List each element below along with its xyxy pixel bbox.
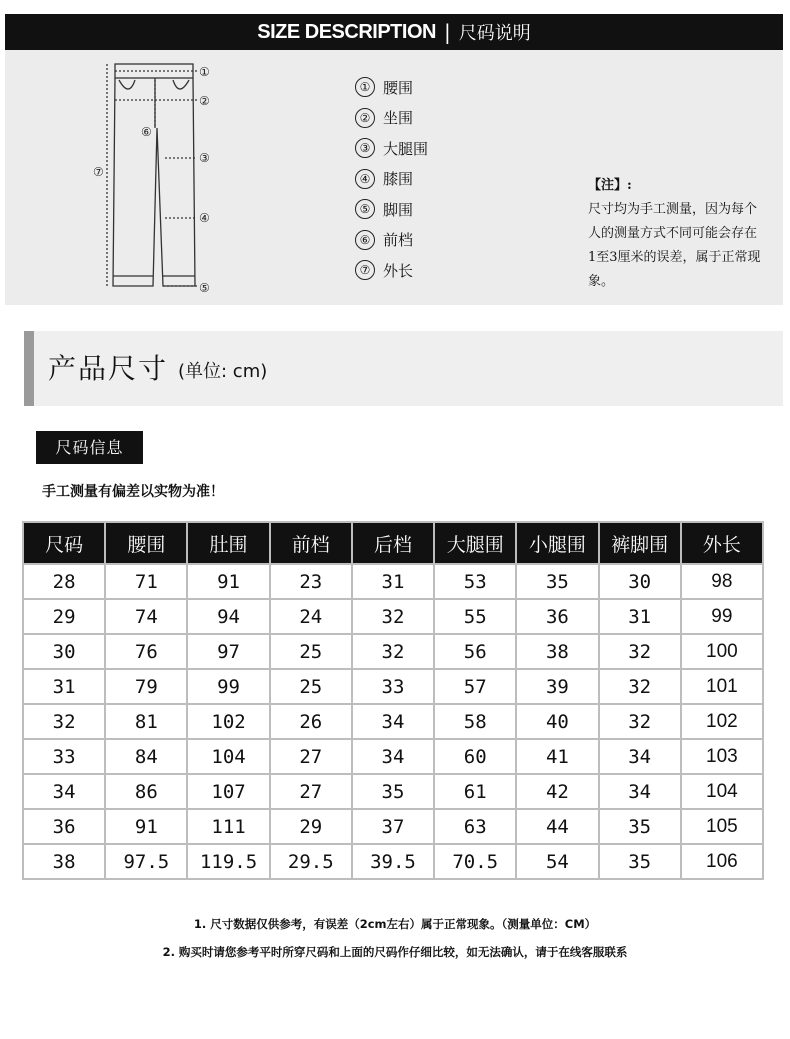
table-cell: 40 bbox=[516, 704, 598, 739]
table-cell: 99 bbox=[681, 599, 763, 634]
table-cell: 28 bbox=[23, 564, 105, 599]
table-cell: 107 bbox=[187, 774, 269, 809]
table-cell: 32 bbox=[599, 669, 681, 704]
table-cell: 32 bbox=[599, 634, 681, 669]
table-row bbox=[23, 704, 763, 739]
legend-item bbox=[355, 72, 428, 103]
table-cell: 70.5 bbox=[434, 844, 516, 879]
measurement-legend bbox=[355, 72, 428, 286]
table-cell: 56 bbox=[434, 634, 516, 669]
table-cell: 27 bbox=[270, 774, 352, 809]
table-row bbox=[23, 739, 763, 774]
table-row bbox=[23, 599, 763, 634]
table-cell: 79 bbox=[105, 669, 187, 704]
footer-note-1: 1. 尺寸数据仅供参考，有误差（2cm左右）属于正常现象。（测量单位：CM） bbox=[193, 917, 597, 931]
table-row bbox=[23, 774, 763, 809]
table-row bbox=[23, 809, 763, 844]
table-cell: 99 bbox=[187, 669, 269, 704]
table-cell: 86 bbox=[105, 774, 187, 809]
table-cell: 32 bbox=[23, 704, 105, 739]
measurement-warning: 手工测量有偏差以实物为准！ bbox=[42, 484, 224, 500]
measurement-note bbox=[588, 174, 788, 294]
legend-number: ④ bbox=[355, 169, 375, 189]
table-cell: 97 bbox=[187, 634, 269, 669]
table-cell: 103 bbox=[681, 739, 763, 774]
table-cell: 33 bbox=[23, 739, 105, 774]
table-cell: 39.5 bbox=[352, 844, 434, 879]
table-cell: 111 bbox=[187, 809, 269, 844]
table-cell: 74 bbox=[105, 599, 187, 634]
table-cell: 25 bbox=[270, 634, 352, 669]
table-cell: 36 bbox=[516, 599, 598, 634]
table-cell: 71 bbox=[105, 564, 187, 599]
table-cell: 101 bbox=[681, 669, 763, 704]
table-cell: 104 bbox=[187, 739, 269, 774]
header-cell: 肚围 bbox=[187, 522, 269, 564]
legend-number: ③ bbox=[355, 138, 375, 158]
legend-item bbox=[355, 255, 428, 286]
table-cell: 63 bbox=[434, 809, 516, 844]
diagram-label-3: ③ bbox=[199, 151, 210, 165]
legend-label: 脚围 bbox=[383, 200, 414, 219]
table-cell: 32 bbox=[599, 704, 681, 739]
table-cell: 34 bbox=[352, 739, 434, 774]
legend-label: 大腿围 bbox=[383, 139, 429, 158]
header-separator: | bbox=[443, 20, 451, 44]
table-cell: 35 bbox=[352, 774, 434, 809]
legend-label: 外长 bbox=[383, 261, 414, 280]
table-cell: 32 bbox=[352, 634, 434, 669]
legend-number: ① bbox=[355, 77, 375, 97]
legend-item bbox=[355, 225, 428, 256]
table-header-row bbox=[23, 522, 763, 564]
note-line: 尺寸均为手工测量，因为每个 bbox=[588, 202, 758, 217]
note-line: 1至3厘米的误差，属于正常现 bbox=[588, 250, 761, 265]
table-cell: 29 bbox=[270, 809, 352, 844]
product-size-section-header bbox=[24, 331, 783, 406]
table-cell: 34 bbox=[352, 704, 434, 739]
size-description-header bbox=[5, 14, 783, 50]
table-cell: 53 bbox=[434, 564, 516, 599]
table-cell: 30 bbox=[23, 634, 105, 669]
table-cell: 27 bbox=[270, 739, 352, 774]
note-line: 象。 bbox=[588, 274, 615, 289]
note-title: 【注】: bbox=[588, 178, 632, 193]
header-title-en: SIZE DESCRIPTION bbox=[257, 20, 436, 43]
table-cell: 58 bbox=[434, 704, 516, 739]
table-cell: 41 bbox=[516, 739, 598, 774]
table-cell: 39 bbox=[516, 669, 598, 704]
header-cell: 尺码 bbox=[23, 522, 105, 564]
legend-item bbox=[355, 194, 428, 225]
legend-number: ⑦ bbox=[355, 260, 375, 280]
table-cell: 25 bbox=[270, 669, 352, 704]
legend-number: ② bbox=[355, 108, 375, 128]
table-cell: 102 bbox=[681, 704, 763, 739]
table-cell: 76 bbox=[105, 634, 187, 669]
table-cell: 42 bbox=[516, 774, 598, 809]
measurement-diagram-panel bbox=[5, 50, 783, 305]
footer-note-2: 2. 购买时请您参考平时所穿尺码和上面的尺码作仔细比较，如无法确认，请于在线客服联系 bbox=[162, 945, 628, 959]
table-cell: 36 bbox=[23, 809, 105, 844]
table-cell: 24 bbox=[270, 599, 352, 634]
table-cell: 102 bbox=[187, 704, 269, 739]
table-cell: 104 bbox=[681, 774, 763, 809]
header-cell: 后档 bbox=[352, 522, 434, 564]
table-cell: 105 bbox=[681, 809, 763, 844]
section-accent-bar bbox=[24, 331, 34, 406]
diagram-label-2: ② bbox=[199, 94, 210, 108]
table-cell: 35 bbox=[516, 564, 598, 599]
table-cell: 97.5 bbox=[105, 844, 187, 879]
table-cell: 34 bbox=[599, 774, 681, 809]
pants-outline-icon bbox=[85, 58, 225, 298]
legend-item bbox=[355, 133, 428, 164]
diagram-label-1: ① bbox=[199, 65, 210, 79]
diagram-label-5: ⑤ bbox=[199, 281, 210, 295]
section-title: 产品尺寸 bbox=[48, 352, 169, 385]
table-cell: 23 bbox=[270, 564, 352, 599]
table-cell: 55 bbox=[434, 599, 516, 634]
table-cell: 26 bbox=[270, 704, 352, 739]
table-cell: 60 bbox=[434, 739, 516, 774]
table-cell: 94 bbox=[187, 599, 269, 634]
table-cell: 31 bbox=[23, 669, 105, 704]
table-cell: 31 bbox=[599, 599, 681, 634]
legend-number: ⑤ bbox=[355, 199, 375, 219]
table-cell: 32 bbox=[352, 599, 434, 634]
table-cell: 31 bbox=[352, 564, 434, 599]
table-cell: 100 bbox=[681, 634, 763, 669]
header-cell: 小腿围 bbox=[516, 522, 598, 564]
table-cell: 34 bbox=[599, 739, 681, 774]
table-cell: 54 bbox=[516, 844, 598, 879]
diagram-label-6: ⑥ bbox=[141, 125, 152, 139]
diagram-label-7: ⑦ bbox=[93, 165, 104, 179]
legend-label: 坐围 bbox=[383, 109, 414, 128]
table-cell: 38 bbox=[23, 844, 105, 879]
header-cell: 前档 bbox=[270, 522, 352, 564]
table-cell: 29.5 bbox=[270, 844, 352, 879]
table-cell: 57 bbox=[434, 669, 516, 704]
table-cell: 29 bbox=[23, 599, 105, 634]
table-cell: 44 bbox=[516, 809, 598, 844]
section-unit: (单位: cm) bbox=[178, 361, 268, 382]
table-cell: 81 bbox=[105, 704, 187, 739]
legend-label: 前档 bbox=[383, 231, 414, 250]
note-line: 人的测量方式不同可能会存在 bbox=[588, 226, 758, 241]
table-row bbox=[23, 564, 763, 599]
diagram-label-4: ④ bbox=[199, 211, 210, 225]
table-cell: 33 bbox=[352, 669, 434, 704]
size-table bbox=[22, 521, 764, 880]
table-cell: 91 bbox=[105, 809, 187, 844]
table-cell: 61 bbox=[434, 774, 516, 809]
table-cell: 37 bbox=[352, 809, 434, 844]
header-title-cn: 尺码说明 bbox=[458, 23, 531, 44]
table-cell: 34 bbox=[23, 774, 105, 809]
table-cell: 30 bbox=[599, 564, 681, 599]
table-cell: 35 bbox=[599, 844, 681, 879]
header-cell: 外长 bbox=[681, 522, 763, 564]
table-cell: 119.5 bbox=[187, 844, 269, 879]
legend-label: 膝围 bbox=[383, 170, 414, 189]
table-cell: 35 bbox=[599, 809, 681, 844]
legend-number: ⑥ bbox=[355, 230, 375, 250]
table-row bbox=[23, 844, 763, 879]
header-cell: 大腿围 bbox=[434, 522, 516, 564]
header-cell: 腰围 bbox=[105, 522, 187, 564]
table-row bbox=[23, 634, 763, 669]
legend-item bbox=[355, 103, 428, 134]
table-cell: 84 bbox=[105, 739, 187, 774]
table-row bbox=[23, 669, 763, 704]
table-cell: 98 bbox=[681, 564, 763, 599]
table-cell: 38 bbox=[516, 634, 598, 669]
table-cell: 91 bbox=[187, 564, 269, 599]
legend-label: 腰围 bbox=[383, 78, 414, 97]
size-info-tag: 尺码信息 bbox=[36, 431, 143, 464]
header-cell: 裤脚围 bbox=[599, 522, 681, 564]
legend-item bbox=[355, 164, 428, 195]
table-cell: 106 bbox=[681, 844, 763, 879]
